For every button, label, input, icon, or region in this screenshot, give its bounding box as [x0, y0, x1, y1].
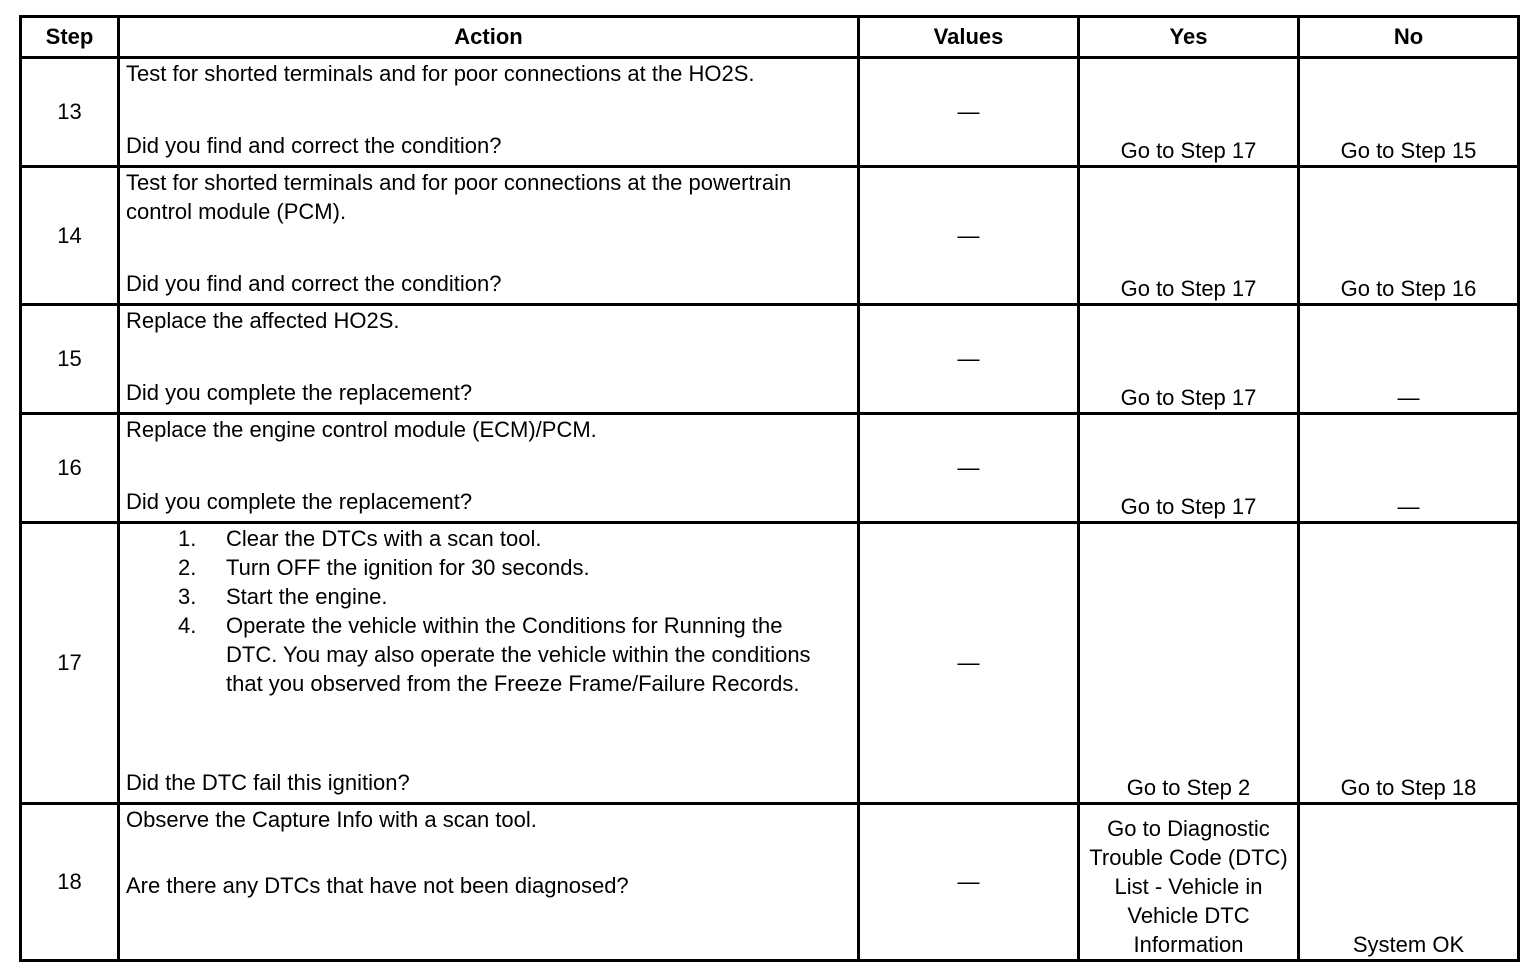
action-text: Observe the Capture Info with a scan tool. [126, 807, 537, 832]
action-cell [119, 58, 859, 167]
values-cell: — [859, 414, 1079, 523]
action-text: Replace the engine control module (ECM)/PCM. [126, 417, 597, 442]
action-cell [119, 167, 859, 305]
header-no: No [1299, 17, 1519, 58]
action-question: Did you find and correct the condition? [126, 133, 502, 158]
header-values: Values [859, 17, 1079, 58]
step-number: 14 [21, 167, 119, 305]
yes-link[interactable]: Go to Diagnostic Trouble Code (DTC) List - Vehicle in Vehicle DTC Information [1079, 804, 1299, 961]
header-row [21, 17, 1519, 58]
yes-link[interactable]: Go to Step 17 [1079, 167, 1299, 305]
action-question: Did you complete the replacement? [126, 489, 473, 514]
no-link[interactable]: Go to Step 15 [1299, 58, 1519, 167]
yes-link[interactable]: Go to Step 17 [1079, 414, 1299, 523]
list-item: 4. Operate the vehicle within the Conditions for Running the DTC. You may also operate the vehicle within the conditions that you observed from the Freeze Frame/Failure Records. [178, 613, 811, 696]
step-number: 15 [21, 305, 119, 414]
table-row [21, 58, 1519, 167]
header-action: Action [119, 17, 859, 58]
no-value: — [1299, 414, 1519, 523]
no-value: — [1299, 305, 1519, 414]
action-text: Test for shorted terminals and for poor connections at the powertrain control module (PCM). [126, 170, 792, 224]
step-number: 17 [21, 523, 119, 804]
table-row [21, 414, 1519, 523]
table-row [21, 804, 1519, 961]
action-cell [119, 414, 859, 523]
action-cell [119, 305, 859, 414]
table-row [21, 523, 1519, 804]
no-link[interactable]: Go to Step 16 [1299, 167, 1519, 305]
yes-link[interactable]: Go to Step 17 [1079, 305, 1299, 414]
action-question: Did the DTC fail this ignition? [126, 770, 410, 795]
list-item: 2. Turn OFF the ignition for 30 seconds. [178, 555, 590, 580]
no-link[interactable]: Go to Step 18 [1299, 523, 1519, 804]
action-cell [119, 523, 859, 804]
values-cell: — [859, 305, 1079, 414]
yes-link[interactable]: Go to Step 17 [1079, 58, 1299, 167]
action-cell [119, 804, 859, 961]
action-text: Test for shorted terminals and for poor connections at the HO2S. [126, 61, 755, 86]
action-text: Replace the affected HO2S. [126, 308, 400, 333]
table-row [21, 167, 1519, 305]
yes-link[interactable]: Go to Step 2 [1079, 523, 1299, 804]
action-question: Are there any DTCs that have not been diagnosed? [126, 873, 629, 898]
header-yes: Yes [1079, 17, 1299, 58]
action-question: Did you complete the replacement? [126, 380, 473, 405]
step-number: 13 [21, 58, 119, 167]
values-cell: — [859, 523, 1079, 804]
table-row [21, 305, 1519, 414]
values-cell: — [859, 167, 1079, 305]
values-cell: — [859, 804, 1079, 961]
diagnostic-table [19, 15, 1520, 962]
no-result: System OK [1299, 804, 1519, 961]
step-number: 18 [21, 804, 119, 961]
list-item: 3. Start the engine. [178, 584, 388, 609]
values-cell: — [859, 58, 1079, 167]
action-question: Did you find and correct the condition? [126, 271, 502, 296]
header-step: Step [21, 17, 119, 58]
procedure-list [126, 524, 851, 698]
step-number: 16 [21, 414, 119, 523]
list-item: 1. Clear the DTCs with a scan tool. [178, 526, 542, 551]
